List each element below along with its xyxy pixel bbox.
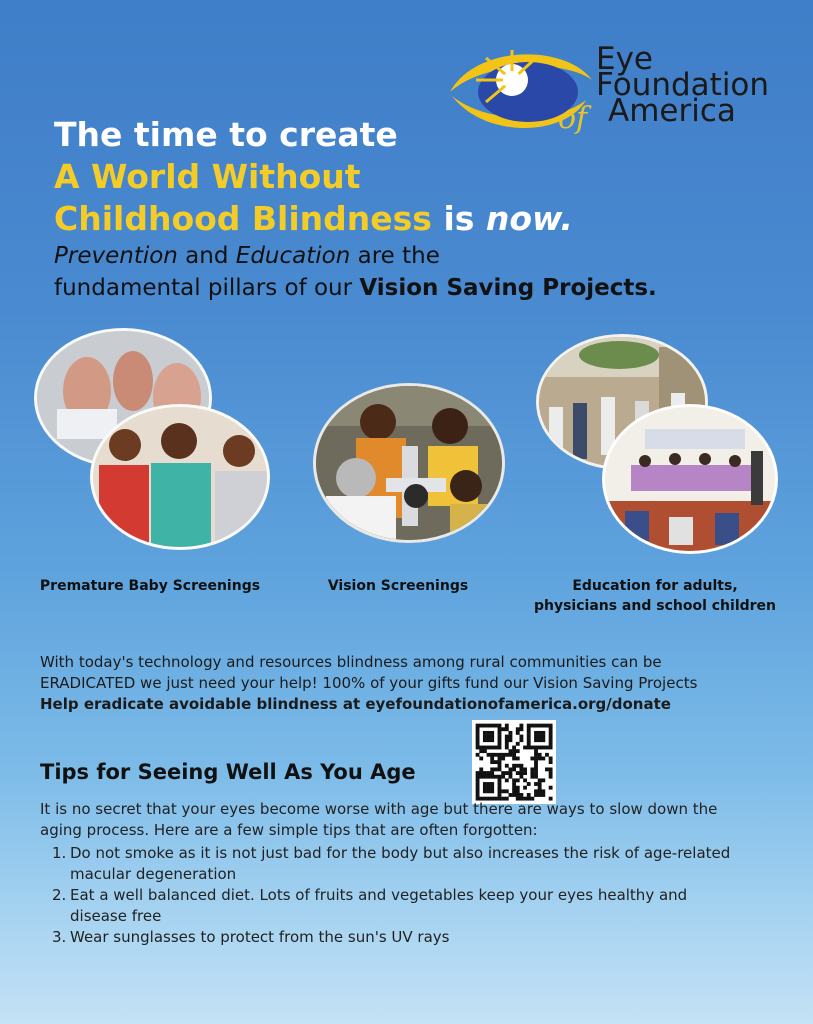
- donation-paragraph: [40, 652, 780, 715]
- headline-line-3: [54, 198, 573, 240]
- tip-item: 1. Do not smoke as it is not just bad for the body but also increases the risk of age-related macular degeneration: [52, 844, 731, 883]
- subhead-vision-saving-projects: Vision Saving Projects.: [359, 275, 657, 301]
- tips-title: Tips for Seeing Well As You Age: [40, 760, 416, 784]
- qr-code-icon: [472, 720, 556, 804]
- headline-is: is: [431, 199, 486, 238]
- photo-children-group: [90, 404, 270, 550]
- logo-text-america: America: [608, 93, 736, 129]
- paragraph-line-2: ERADICATED we just need your help! 100% of your gifts fund our Vision Saving Projects: [40, 674, 698, 692]
- donate-qr-code[interactable]: [472, 720, 556, 804]
- subhead-education: Education: [235, 243, 351, 269]
- caption-premature-baby-screenings: Premature Baby Screenings: [39, 578, 261, 594]
- photo-vision-screening: [313, 383, 505, 543]
- tip-item: 3. Wear sunglasses to protect from the sun's UV rays: [52, 928, 450, 946]
- subhead-prevention: Prevention: [54, 243, 178, 269]
- subhead-line-2: [54, 275, 657, 301]
- subhead-fundamental: fundamental pillars of our: [54, 275, 360, 301]
- photo-classroom-education: [602, 404, 778, 554]
- logo-text-of: of: [558, 101, 588, 136]
- tip-item: 2. Eat a well balanced diet. Lots of fruits and vegetables keep your eyes healthy and disease free: [52, 886, 688, 925]
- subhead-line-1: [54, 243, 440, 269]
- caption-vision-screenings: Vision Screenings: [327, 578, 469, 594]
- headline-line-2: A World Without: [54, 157, 361, 196]
- caption-education: [520, 576, 790, 616]
- subhead-are-the: are the: [350, 243, 440, 269]
- headline-childhood-blindness: Childhood Blindness: [54, 199, 432, 238]
- tips-intro: It is no secret that your eyes become worse with age but there are ways to slow down the aging process. Here are a few simple tips that are often forgotten:: [40, 800, 718, 839]
- caption-education-line-1: Education for adults,: [572, 578, 738, 594]
- headline-now: now.: [485, 199, 573, 238]
- logo-text-foundation: Foundation: [596, 67, 770, 103]
- eye-foundation-logo: [446, 40, 786, 140]
- paragraph-line-1: With today's technology and resources blindness among rural communities can be: [40, 653, 662, 671]
- caption-education-line-2: physicians and school children: [533, 598, 777, 614]
- donate-link[interactable]: Help eradicate avoidable blindness at eyefoundationofamerica.org/donate: [40, 695, 671, 713]
- tips-list: [40, 843, 740, 948]
- subhead-and: and: [177, 243, 236, 269]
- headline-line-1: The time to create: [54, 115, 398, 154]
- logo-text-eye: Eye: [596, 41, 654, 77]
